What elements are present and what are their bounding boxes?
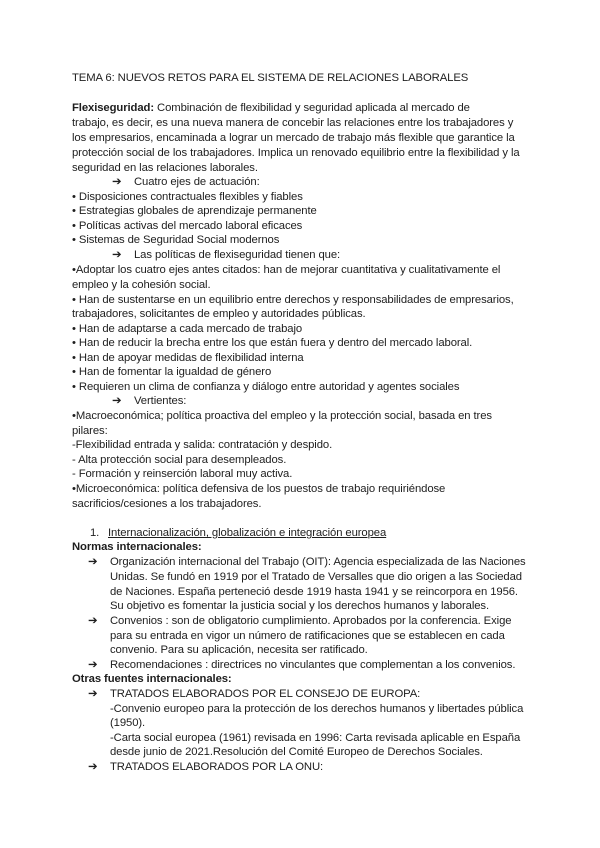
politicas-line: empleo y la cohesión social. xyxy=(72,279,211,291)
arrow-right-icon: ➔ xyxy=(88,556,98,568)
ejes-item: • Sistemas de Seguridad Social modernos xyxy=(72,234,280,246)
flexiseguridad-term: Flexiseguridad: xyxy=(72,102,154,114)
flexiseguridad-line-2: trabajo, es decir, es una nueva manera de concebir las relaciones entre los trabajadores y xyxy=(72,117,514,129)
flexiseguridad-line-3: los empresarios, encaminada a lograr un mercado de trabajo más flexible que garantice la xyxy=(72,132,515,144)
europa-line: desde junio de 2021.Resolución del Comité Europeo de Derechos Sociales. xyxy=(110,746,483,758)
ejes-item: • Disposiciones contractuales flexibles y fiables xyxy=(72,191,303,203)
vertientes-line: pilares: xyxy=(72,425,108,437)
europa-line-1 xyxy=(88,687,420,701)
oit-line: Su objetivo es fomentar la justicia social y los derechos humanos y laborales. xyxy=(110,600,490,612)
europa-text-1: TRATADOS ELABORADOS POR EL CONSEJO DE EUROPA: xyxy=(110,688,421,700)
section-1-heading xyxy=(90,526,386,540)
ejes-heading-text: Cuatro ejes de actuación: xyxy=(134,176,260,188)
vertientes-heading-text: Vertientes: xyxy=(134,395,187,407)
vertientes-line: sacrificios/cesiones a los trabajadores. xyxy=(72,498,262,510)
oit-line-1 xyxy=(88,555,526,569)
politicas-line: • Han de reducir la brecha entre los que están fuera y dentro del mercado laboral. xyxy=(72,337,473,349)
politicas-line: • Han de fomentar la igualdad de género xyxy=(72,366,272,378)
convenios-line-1 xyxy=(88,614,511,628)
arrow-right-icon: ➔ xyxy=(88,688,98,700)
oit-text-1: Organización internacional del Trabajo (OIT): Agencia especializada de las Naciones xyxy=(110,556,526,568)
flexiseguridad-text-1: Combinación de flexibilidad y seguridad aplicada al mercado de xyxy=(154,102,470,114)
politicas-line: • Han de sustentarse en un equilibrio entre derechos y responsabilidades de empresarios, xyxy=(72,294,514,306)
arrow-right-icon: ➔ xyxy=(112,249,122,261)
ejes-item: • Estrategias globales de aprendizaje permanente xyxy=(72,205,317,217)
arrow-right-icon: ➔ xyxy=(88,761,98,773)
vertientes-line: •Microeconómica: política defensiva de los puestos de trabajo requiriéndose xyxy=(72,483,446,495)
oit-line: Unidas. Se fundó en 1919 por el Tratado de Versalles que dio origen a las Sociedad xyxy=(110,571,522,583)
europa-line: -Convenio europeo para la protección de los derechos humanos y libertades pública xyxy=(110,703,524,715)
politicas-heading-text: Las políticas de flexiseguridad tienen que: xyxy=(134,249,341,261)
vertientes-line: -Flexibilidad entrada y salida: contratación y despido. xyxy=(72,439,333,451)
arrow-right-icon: ➔ xyxy=(88,615,98,627)
politicas-line: trabajadores, solicitantes de empleo y autoridades públicas. xyxy=(72,308,366,320)
recomendaciones-line xyxy=(88,658,515,672)
flexiseguridad-line-4: protección social de los trabajadores. Implica un renovado equilibrio entre la flexibilidad y la xyxy=(72,147,520,159)
section-1-number: 1. xyxy=(90,527,100,539)
convenios-line: para su entrada en vigor un número de ratificaciones que se establecen en cada xyxy=(110,630,505,642)
vertientes-line: - Alta protección social para desempleados. xyxy=(72,454,287,466)
europa-line: (1950). xyxy=(110,717,146,729)
arrow-right-icon: ➔ xyxy=(88,659,98,671)
politicas-heading xyxy=(112,248,340,262)
politicas-line: • Han de adaptarse a cada mercado de trabajo xyxy=(72,323,303,335)
otras-heading: Otras fuentes internacionales: xyxy=(72,673,232,685)
arrow-right-icon: ➔ xyxy=(112,395,122,407)
vertientes-line: - Formación y reinserción laboral muy activa. xyxy=(72,468,293,480)
convenios-line: convenio. Para su aplicación, necesita ser ratificado. xyxy=(110,644,368,656)
oit-line: de Naciones. España perteneció desde 1919 hasta 1941 y se reincorpora en 1956. xyxy=(110,586,518,598)
arrow-right-icon: ➔ xyxy=(112,176,122,188)
flexiseguridad-line-5: seguridad en las relaciones laborales. xyxy=(72,162,258,174)
section-1-title: Internacionalización, globalización e integración europea xyxy=(108,527,387,539)
onu-line xyxy=(88,760,323,774)
politicas-line: • Han de apoyar medidas de flexibilidad interna xyxy=(72,352,304,364)
politicas-line: • Requieren un clima de confianza y diálogo entre autoridad y agentes sociales xyxy=(72,381,460,393)
flexiseguridad-line-1 xyxy=(72,101,470,115)
politicas-line: •Adoptar los cuatro ejes antes citados: han de mejorar cuantitativa y cualitativamente el xyxy=(72,264,501,276)
onu-text: TRATADOS ELABORADOS POR LA ONU: xyxy=(110,761,324,773)
normas-heading: Normas internacionales: xyxy=(72,541,202,553)
vertientes-line: •Macroeconómica; política proactiva del empleo y la protección social, basada en tres xyxy=(72,410,492,422)
europa-line: -Carta social europea (1961) revisada en 1996: Carta revisada aplicable en España xyxy=(110,732,521,744)
convenios-text-1: Convenios : son de obligatorio cumplimiento. Aprobados por la conferencia. Exige xyxy=(110,615,512,627)
ejes-heading xyxy=(112,175,260,189)
document-title: TEMA 6: NUEVOS RETOS PARA EL SISTEMA DE RELACIONES LABORALES xyxy=(72,72,469,84)
recomendaciones-text: Recomendaciones : directrices no vinculantes que complementan a los convenios. xyxy=(110,659,516,671)
vertientes-heading xyxy=(112,394,186,408)
ejes-item: • Políticas activas del mercado laboral eficaces xyxy=(72,220,303,232)
